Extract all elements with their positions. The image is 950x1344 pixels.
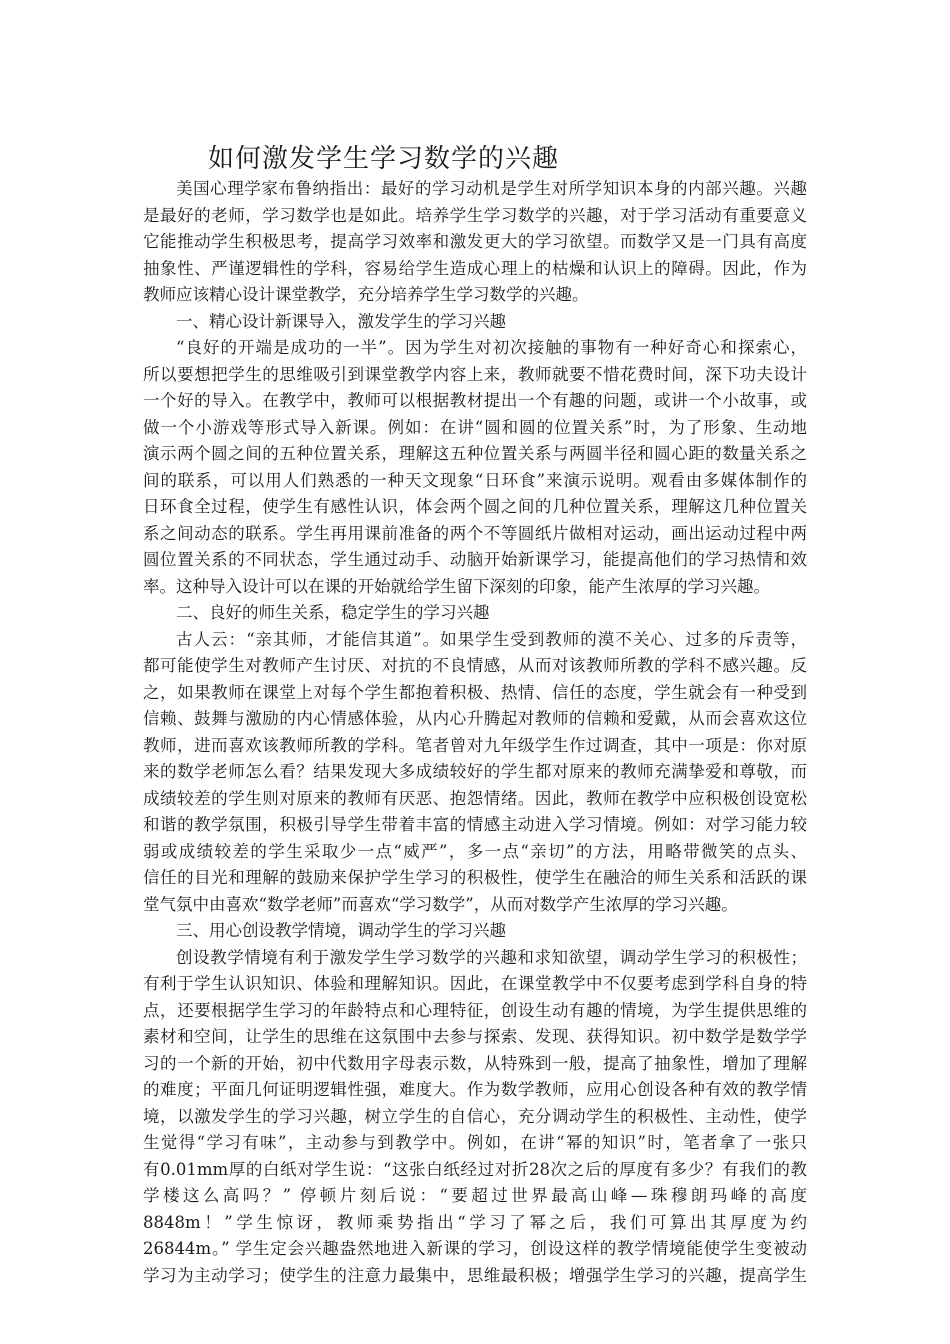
text-line: 抽象性、严谨逻辑性的学科，容易给学生造成心理上的枯燥和认识上的障碍。因此，作为 xyxy=(143,258,807,278)
text-line: 做一个小游戏等形式导入新课。例如：在讲“圆和圆的位置关系”时，为了形象、生动地 xyxy=(143,417,807,437)
document-title: 如何激发学生学习数学的兴趣 xyxy=(208,144,560,174)
text-line: 演示两个圆之间的五种位置关系，理解这五种位置关系与两圆半径和圆心距的数量关系之 xyxy=(143,444,807,463)
section-heading: 一、精心设计新课导入，激发学生的学习兴趣 xyxy=(176,311,506,331)
text-line: 系之间动态的联系。学生再用课前准备的两个不等圆纸片做相对运动，画出运动过程中两 xyxy=(143,523,807,543)
text-line: 境，以激发学生的学习兴趣，树立学生的自信心，充分调动学生的积极性、主动性，使学 xyxy=(143,1106,807,1126)
text-line: 成绩较差的学生则对原来的教师有厌恶、抱怨情绪。因此，教师在教学中应积极创设宽松 xyxy=(143,788,807,808)
text-line: 有0.01mm厚的白纸对学生说：“这张白纸经过对折28次之后的厚度有多少？有我们的教 xyxy=(143,1159,807,1179)
text-line: 它能推动学生积极思考，提高学习效率和激发更大的学习欲望。而数学又是一门具有高度 xyxy=(143,232,807,251)
text-line: 习的一个新的开始，初中代数用字母表示数，从特殊到一般，提高了抽象性，增加了理解 xyxy=(143,1053,807,1073)
text-line: 26844m。” 学生定会兴趣盎然地进入新课的学习，创设这样的教学情境能使学生变被动 xyxy=(143,1239,807,1258)
text-line: 美国心理学家布鲁纳指出：最好的学习动机是学生对所学知识本身的内部兴趣。兴趣 xyxy=(176,179,807,198)
text-line: 教师，进而喜欢该教师所教的学科。笔者曾对九年级学生作过调查，其中一项是：你对原 xyxy=(143,735,807,755)
text-line: 之，如果教师在课堂上对每个学生都抱着积极、热情、信任的态度，学生就会有一种受到 xyxy=(143,682,807,702)
text-line: 一个好的导入。在教学中，教师可以根据教材提出一个有趣的问题，或讲一个小故事，或 xyxy=(143,391,807,410)
text-line: 素材和空间，让学生的思维在这氛围中去参与探索、发现、获得知识。初中数学是数学学 xyxy=(143,1027,807,1046)
text-line: 学习为主动学习；使学生的注意力最集中，思维最积极；增强学生学习的兴趣，提高学生 xyxy=(143,1265,807,1285)
text-line: 弱或成绩较差的学生采取少一点“威严”，多一点“亲切”的方法，用略带微笑的点头、 xyxy=(143,841,807,861)
section-heading: 二、良好的师生关系，稳定学生的学习兴趣 xyxy=(176,603,490,622)
text-line: 圆位置关系的不同状态，学生通过动手、动脑开始新课学习，能提高他们的学习热情和效 xyxy=(143,550,807,569)
text-line: 教师应该精心设计课堂教学，充分培养学生学习数学的兴趣。 xyxy=(143,285,589,304)
text-line: 是最好的老师，学习数学也是如此。培养学生学习数学的兴趣，对于学习活动有重要意义 xyxy=(143,205,807,225)
text-line: 和谐的教学氛围，积极引导学生带着丰富的情感主动进入学习情境。例如：对学习能力较 xyxy=(143,815,807,834)
document-body xyxy=(143,176,807,1289)
text-line: 的难度；平面几何证明逻辑性强，难度大。作为数学教师，应用心创设各种有效的教学情 xyxy=(143,1080,807,1099)
text-line: 生觉得“学习有味”，主动参与到教学中。例如，在讲“幂的知识”时，笔者拿了一张只 xyxy=(143,1133,807,1152)
text-line: 学楼这么高吗？” 停顿片刻后说：“要超过世界最高山峰—珠穆朗玛峰的高度 xyxy=(143,1186,807,1205)
text-line: “良好的开端是成功的一半”。因为学生对初次接触的事物有一种好奇心和探索心， xyxy=(176,338,807,357)
text-line: 点，还要根据学生学习的年龄特点和心理特征，创设生动有趣的情境，为学生提供思维的 xyxy=(143,1000,807,1020)
text-line: 间的联系，可以用人们熟悉的一种天文现象“日环食”来演示说明。观看由多媒体制作的 xyxy=(143,470,807,490)
text-line: 来的数学老师怎么看？结果发现大多成绩较好的学生都对原来的教师充满挚爱和尊敬，而 xyxy=(143,762,807,781)
text-line: 创设教学情境有利于激发学生学习数学的兴趣和求知欲望，调动学生学习的积极性； xyxy=(176,947,807,967)
text-line: 堂气氛中由喜欢“数学老师”而喜欢“学习数学”，从而对数学产生浓厚的学习兴趣。 xyxy=(143,894,738,914)
text-line: 信赖、鼓舞与激励的内心情感体验，从内心升腾起对教师的信赖和爱戴，从而会喜欢这位 xyxy=(143,709,807,728)
text-line: 信任的目光和理解的鼓励来保护学生学习的积极性，使学生在融洽的师生关系和活跃的课 xyxy=(143,868,807,887)
section-heading: 三、用心创设教学情境，调动学生的学习兴趣 xyxy=(176,921,506,940)
text-line: 所以要想把学生的思维吸引到课堂教学内容上来，教师就要不惜花费时间，深下功夫设计 xyxy=(143,364,807,384)
text-line: 有利于学生认识知识、体验和理解知识。因此，在课堂教学中不仅要考虑到学科自身的特 xyxy=(143,974,807,993)
text-line: 古人云：“亲其师，才能信其道”。如果学生受到教师的漠不关心、过多的斥责等， xyxy=(176,629,807,649)
text-line: 率。这种导入设计可以在课的开始就给学生留下深刻的印象，能产生浓厚的学习兴趣。 xyxy=(143,576,770,596)
text-line: 8848m！”学生惊讶，教师乘势指出“学习了幂之后，我们可算出其厚度为约 xyxy=(143,1212,807,1232)
text-line: 都可能使学生对教师产生讨厌、对抗的不良情感，从而对该教师所教的学科不感兴趣。反 xyxy=(143,656,807,675)
text-line: 日环食全过程，使学生有感性认识，体会两个圆之间的几种位置关系，理解这几种位置关 xyxy=(143,497,807,516)
